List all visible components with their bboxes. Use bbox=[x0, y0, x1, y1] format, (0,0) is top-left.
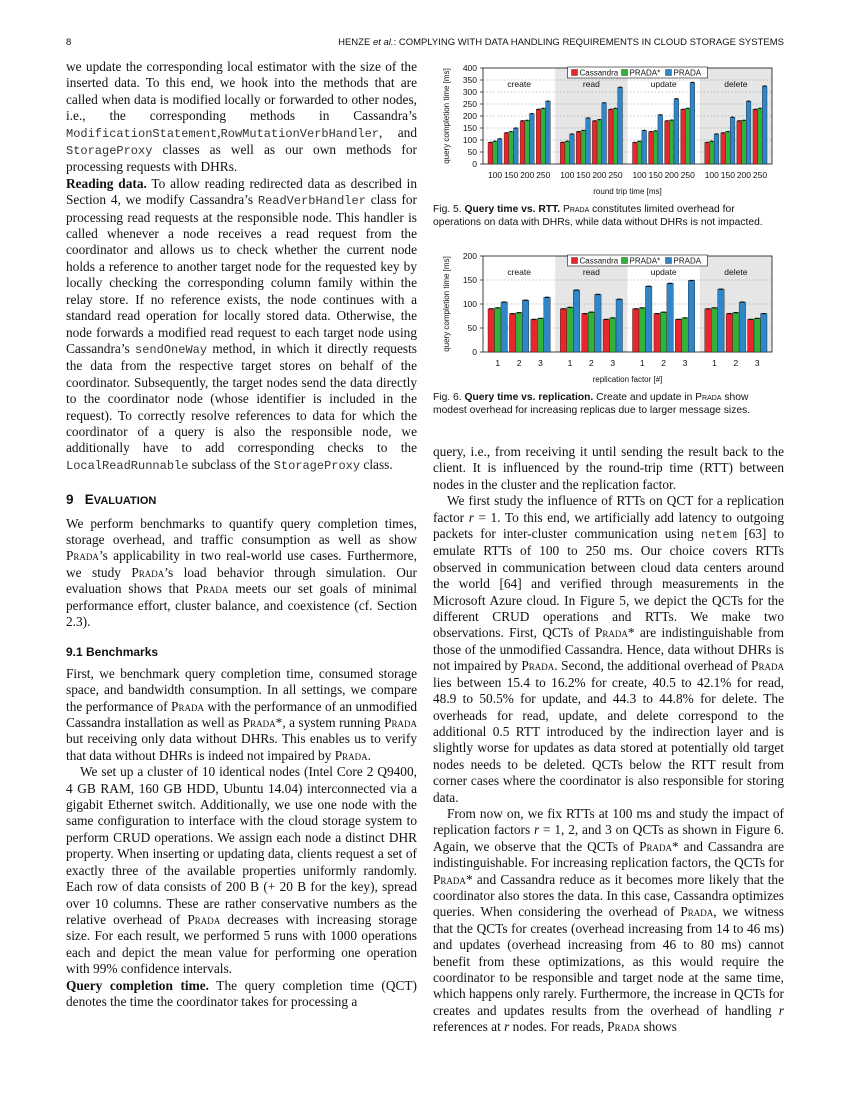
bar bbox=[754, 318, 760, 352]
x-tick-label: 2 bbox=[733, 358, 739, 368]
x-tick-label: 100 bbox=[560, 170, 575, 180]
section-heading: 9 EVALUATION bbox=[66, 492, 157, 508]
legend-label: Cassandra bbox=[579, 256, 619, 266]
bar bbox=[603, 319, 609, 352]
legend-label: Cassandra bbox=[579, 68, 619, 78]
bar bbox=[488, 309, 494, 352]
bar bbox=[608, 109, 613, 164]
paragraph: Reading data. To allow reading redirected data as described in Section 4, we modify Cassandra’s ReadVerbHandler class for processing read requests at the responsible node. This handler is called whenever a node receives a read request from the coordinator and allows us to check whether the current node holds a reference to another target node for the requested key by locally checking the corresponding column family within the relay store. If no reference exists, the node continues with a standard read operation for locally stored data. Otherwise, the node forwards a modified read request to each target node using Cassandra’s sendOneWay method, in which it directly requests the data from the respective target stores on behalf of the coordinator. Subsequently, the target nodes send the data directly to the coordinator node (whose identifier is included in the request). To correctly resolve references to data for which the coordinator of a query is also the responsible node, we additionally have to add corresponding checks to the LocalReadRunnable subclass of the StorageProxy class. bbox=[66, 175, 417, 473]
bar bbox=[649, 132, 654, 164]
y-tick-label: 50 bbox=[467, 147, 477, 157]
x-tick-label: 200 bbox=[592, 170, 607, 180]
bar bbox=[570, 134, 575, 164]
bar bbox=[746, 101, 751, 164]
bar bbox=[642, 130, 647, 164]
legend-swatch bbox=[572, 258, 578, 264]
bar bbox=[536, 109, 541, 164]
bar bbox=[610, 318, 616, 352]
bar bbox=[685, 108, 690, 164]
x-tick-label: 2 bbox=[516, 358, 522, 368]
bar bbox=[674, 99, 679, 164]
bar bbox=[541, 108, 546, 164]
bar bbox=[494, 308, 500, 352]
group-label: delete bbox=[724, 79, 748, 89]
y-tick-label: 200 bbox=[462, 111, 477, 121]
x-tick-label: 150 bbox=[576, 170, 591, 180]
legend-label: PRADA bbox=[673, 68, 702, 78]
bar bbox=[520, 121, 525, 164]
x-tick-label: 250 bbox=[536, 170, 551, 180]
x-tick-label: 3 bbox=[754, 358, 760, 368]
bar bbox=[613, 108, 618, 164]
subsection-heading: 9.1 Benchmarks bbox=[66, 645, 159, 660]
bar bbox=[530, 114, 535, 164]
x-tick-label: 3 bbox=[682, 358, 688, 368]
x-tick-label: 200 bbox=[664, 170, 679, 180]
y-tick-label: 0 bbox=[472, 159, 477, 169]
bar bbox=[544, 297, 550, 352]
bar bbox=[522, 300, 528, 352]
x-tick-label: 1 bbox=[567, 358, 573, 368]
y-tick-label: 150 bbox=[462, 123, 477, 133]
paragraph: Query completion time. The query completion time (QCT) denotes the time the coordinator takes for processing a bbox=[66, 977, 418, 1009]
bar bbox=[714, 134, 719, 164]
bar bbox=[616, 299, 622, 352]
bar bbox=[567, 307, 573, 352]
bar bbox=[711, 308, 717, 352]
bar bbox=[726, 314, 732, 352]
bar bbox=[493, 141, 498, 164]
bar bbox=[660, 312, 666, 352]
y-tick-label: 350 bbox=[462, 75, 477, 85]
bar bbox=[653, 131, 658, 164]
y-tick-label: 50 bbox=[467, 323, 477, 333]
group-label: delete bbox=[724, 267, 748, 277]
x-tick-label: 150 bbox=[648, 170, 663, 180]
bar bbox=[488, 142, 493, 164]
bar bbox=[688, 280, 694, 352]
bar bbox=[588, 312, 594, 352]
bar bbox=[681, 109, 686, 164]
group-label: update bbox=[650, 79, 677, 89]
x-tick-label: 200 bbox=[736, 170, 751, 180]
bar bbox=[645, 286, 651, 352]
chart-replication bbox=[433, 248, 784, 390]
legend-label: PRADA* bbox=[629, 68, 661, 78]
figure-5 bbox=[433, 60, 784, 229]
bar bbox=[633, 309, 639, 352]
paragraph: From now on, we fix RTTs at 100 ms and study the impact of replication factors r = 1, 2, and 3 on QCTs as shown in Figure 6. Again, we observe that the QCTs of Prada* and Cassandra are indistinguishable. For increasing replication factors, the QCTs for Prada* and Cassandra reduce as it becomes more likely that the coordinator also stores the data. In this case, Cassandra optimizes queries. When considering the overhead of Prada, we witness that the QCTs for creates (overhead increasing from 14 to 46 ms) and updates (overhead increasing from 46 to 80 ms) cannot benefit from these optimizations, as this would require the coordinator to be responsible and target node at the same time, which happens only rarely. Furthermore, the increase in QCTs for creates and updates results from the overhead of handling r references at r nodes. For reads, Prada shows bbox=[433, 805, 784, 1035]
figure-6-caption: Fig. 6. Query time vs. replication. Create and update in Prada show modest overhead for increasing replicas due to larger message sizes. bbox=[433, 392, 751, 416]
bar bbox=[531, 319, 537, 352]
left-column bbox=[66, 59, 417, 1010]
bar bbox=[639, 308, 645, 352]
bar bbox=[516, 313, 522, 352]
bar bbox=[546, 101, 551, 164]
x-tick-label: 1 bbox=[495, 358, 501, 368]
bar bbox=[739, 302, 745, 352]
bar bbox=[513, 128, 518, 164]
x-tick-label: 3 bbox=[610, 358, 616, 368]
bar bbox=[509, 132, 514, 164]
y-tick-label: 300 bbox=[462, 87, 477, 97]
x-tick-label: 100 bbox=[632, 170, 647, 180]
y-tick-label: 250 bbox=[462, 99, 477, 109]
bar bbox=[718, 289, 724, 352]
bar bbox=[581, 130, 586, 164]
x-tick-label: 3 bbox=[538, 358, 543, 368]
bar bbox=[501, 302, 507, 352]
y-tick-label: 200 bbox=[462, 251, 477, 261]
x-tick-label: 1 bbox=[639, 358, 645, 368]
y-tick-label: 100 bbox=[462, 135, 477, 145]
bar bbox=[504, 133, 509, 164]
x-tick-label: 1 bbox=[712, 358, 717, 368]
right-column bbox=[433, 444, 784, 1036]
group-label: update bbox=[650, 267, 677, 277]
bar bbox=[576, 132, 581, 164]
bar bbox=[667, 283, 673, 352]
x-tick-label: 2 bbox=[589, 358, 594, 368]
paragraph: We set up a cluster of 10 identical nodes (Intel Core 2 Q9400, 4 GB RAM, 160 GB HDD, Ubuntu 14.04) interconnected via a gigabit Ethernet switch. Additionally, we use one node with the same configuration to interface with the cloud storage system to perform CRUD operations. We assign each node a distinct DHR property. When inserting or updating data, clients request a set of exactly three of the available properties uniformly randomly. Each row of data consists of 200 B (+ 20 B for the key), spread over 10 columns. These are rather conservative numbers as the relative overhead of Prada decreases with increasing storage size. For each result, we performed 5 runs with 1000 operations each and depict the mean value for performing one operation with 99% confidence intervals. bbox=[66, 764, 417, 977]
figure-6 bbox=[433, 248, 784, 417]
paragraph: we update the corresponding local estimator with the size of the inserted data. To this end, we hook into the methods that are called when data is modified locally or forwarded to other nodes, i.e., the corresponding methods in Cassandra’s ModificationStatement,RowMutationVerbHandler, and StorageProxy classes as well as our own methods for processing requests with DHRs. bbox=[66, 59, 417, 175]
bar bbox=[721, 133, 726, 164]
bar bbox=[582, 314, 588, 352]
legend-swatch bbox=[622, 70, 628, 76]
y-tick-label: 150 bbox=[462, 275, 477, 285]
bar bbox=[665, 121, 670, 164]
legend-swatch bbox=[666, 258, 672, 264]
figure-5-caption: Fig. 5. Query time vs. RTT. Prada constitutes limited overhead for operations on data with DHRs, while data without DHRs is not impacted. bbox=[433, 204, 763, 228]
bar bbox=[733, 313, 739, 352]
bar bbox=[509, 314, 515, 352]
bar bbox=[565, 141, 570, 164]
x-tick-label: 250 bbox=[608, 170, 623, 180]
bar bbox=[726, 132, 731, 164]
bar bbox=[592, 121, 597, 164]
bar bbox=[690, 82, 695, 164]
bar bbox=[497, 139, 502, 164]
bar bbox=[595, 294, 601, 352]
legend-swatch bbox=[572, 70, 578, 76]
x-tick-label: 200 bbox=[520, 170, 535, 180]
bar bbox=[573, 290, 579, 352]
x-axis-label: replication factor [#] bbox=[592, 375, 663, 384]
bar bbox=[560, 309, 566, 352]
legend-swatch bbox=[622, 258, 628, 264]
legend-label: PRADA bbox=[673, 256, 702, 266]
x-tick-label: 100 bbox=[704, 170, 719, 180]
bar bbox=[586, 118, 591, 164]
bar bbox=[618, 87, 623, 164]
legend-label: PRADA* bbox=[629, 256, 661, 266]
x-tick-label: 2 bbox=[661, 358, 666, 368]
page-number: 8 bbox=[66, 37, 72, 48]
y-tick-label: 0 bbox=[472, 347, 477, 357]
bar bbox=[675, 319, 681, 352]
group-label: read bbox=[582, 267, 600, 277]
x-tick-label: 250 bbox=[752, 170, 768, 180]
bar bbox=[705, 309, 711, 352]
y-tick-label: 100 bbox=[462, 299, 477, 309]
bar bbox=[682, 318, 688, 352]
bar bbox=[762, 86, 767, 164]
x-tick-label: 150 bbox=[720, 170, 735, 180]
bar bbox=[637, 141, 642, 164]
bar bbox=[597, 120, 602, 164]
bar bbox=[537, 318, 543, 352]
bar bbox=[709, 141, 714, 164]
bar bbox=[658, 115, 663, 164]
group-label: read bbox=[582, 79, 600, 89]
legend-swatch bbox=[666, 70, 672, 76]
bar bbox=[633, 142, 638, 164]
group-label: create bbox=[507, 267, 531, 277]
bar bbox=[602, 103, 607, 164]
chart-rtt bbox=[433, 60, 784, 202]
bar bbox=[761, 314, 767, 352]
bar bbox=[753, 109, 758, 164]
x-axis-label: round trip time [ms] bbox=[593, 187, 662, 196]
paragraph: query, i.e., from receiving it until sending the result back to the client. It is influenced by the round-trip time (RTT) between nodes in the cluster and the replication factor. bbox=[433, 444, 784, 492]
paragraph: We perform benchmarks to quantify query completion times, storage overhead, and traffic consumption as well as show Prada’s applicability in two real-world use cases. Furthermore, we study Prada’s load behavior through simulation. Our evaluation shows that Prada meets our set goals of minimal performance effort, cluster balance, and coexistence (cf. Section 2.3). bbox=[66, 515, 417, 629]
y-tick-label: 400 bbox=[462, 63, 477, 73]
x-tick-label: 250 bbox=[680, 170, 695, 180]
group-label: create bbox=[507, 79, 531, 89]
bar bbox=[730, 117, 735, 164]
paragraph: First, we benchmark query completion time, consumed storage space, and bandwidth consumption. In all settings, we compare the performance of Prada with the performance of an unmodified Cassandra installation as well as Prada*, a system running Prada but receiving only data without DHRs. This enables us to verify that data without DHRs is indeed not impaired by Prada. bbox=[66, 665, 418, 763]
bar bbox=[748, 319, 754, 352]
running-title: HENZE et al.: COMPLYING WITH DATA HANDLING REQUIREMENTS IN CLOUD STORAGE SYSTEMS bbox=[338, 37, 784, 48]
y-axis-label: query completion time [ms] bbox=[442, 68, 451, 164]
bar bbox=[654, 314, 660, 352]
y-axis-label: query completion time [ms] bbox=[442, 256, 451, 352]
bar bbox=[669, 120, 674, 164]
bar bbox=[560, 142, 565, 164]
page-header bbox=[66, 37, 784, 51]
x-tick-label: 150 bbox=[504, 170, 519, 180]
bar bbox=[742, 120, 747, 164]
bar bbox=[758, 108, 763, 164]
bar bbox=[705, 142, 710, 164]
bar bbox=[525, 120, 530, 164]
x-tick-label: 100 bbox=[487, 170, 503, 180]
bar bbox=[737, 121, 742, 164]
paragraph: We first study the influence of RTTs on QCT for a replication factor r = 1. To this end, we artificially add latency to outgoing packets for inter-cluster communication using netem [63] to emulate RTTs of 100 to 250 ms. Our choice covers RTTs observed in communication between cloud data centers around the world [64] and verified through measurements in the Microsoft Azure cloud. In Figure 5, we depict the QCTs for the different CRUD operations and RTTs. We make two observations. First, QCTs of Prada* are indistinguishable from those of the unmodified Cassandra. Hence, data without DHRs is not impaired by Prada. Second, the additional overhead of Prada lies between 15.4 to 16.2% for create, 40.5 to 42.1% for read, 48.9 to 50.5% for update, and 44.3 to 44.8% for delete. The overheads for read, update, and delete correspond to the additional 0.5 RTT introduced by the indirection layer and is slightly worse for updates as data stored at potentially old target nodes needs to be deleted. QCTs below the RTT result from corner cases where the coordinator is also responsible for storing data. bbox=[433, 493, 784, 805]
